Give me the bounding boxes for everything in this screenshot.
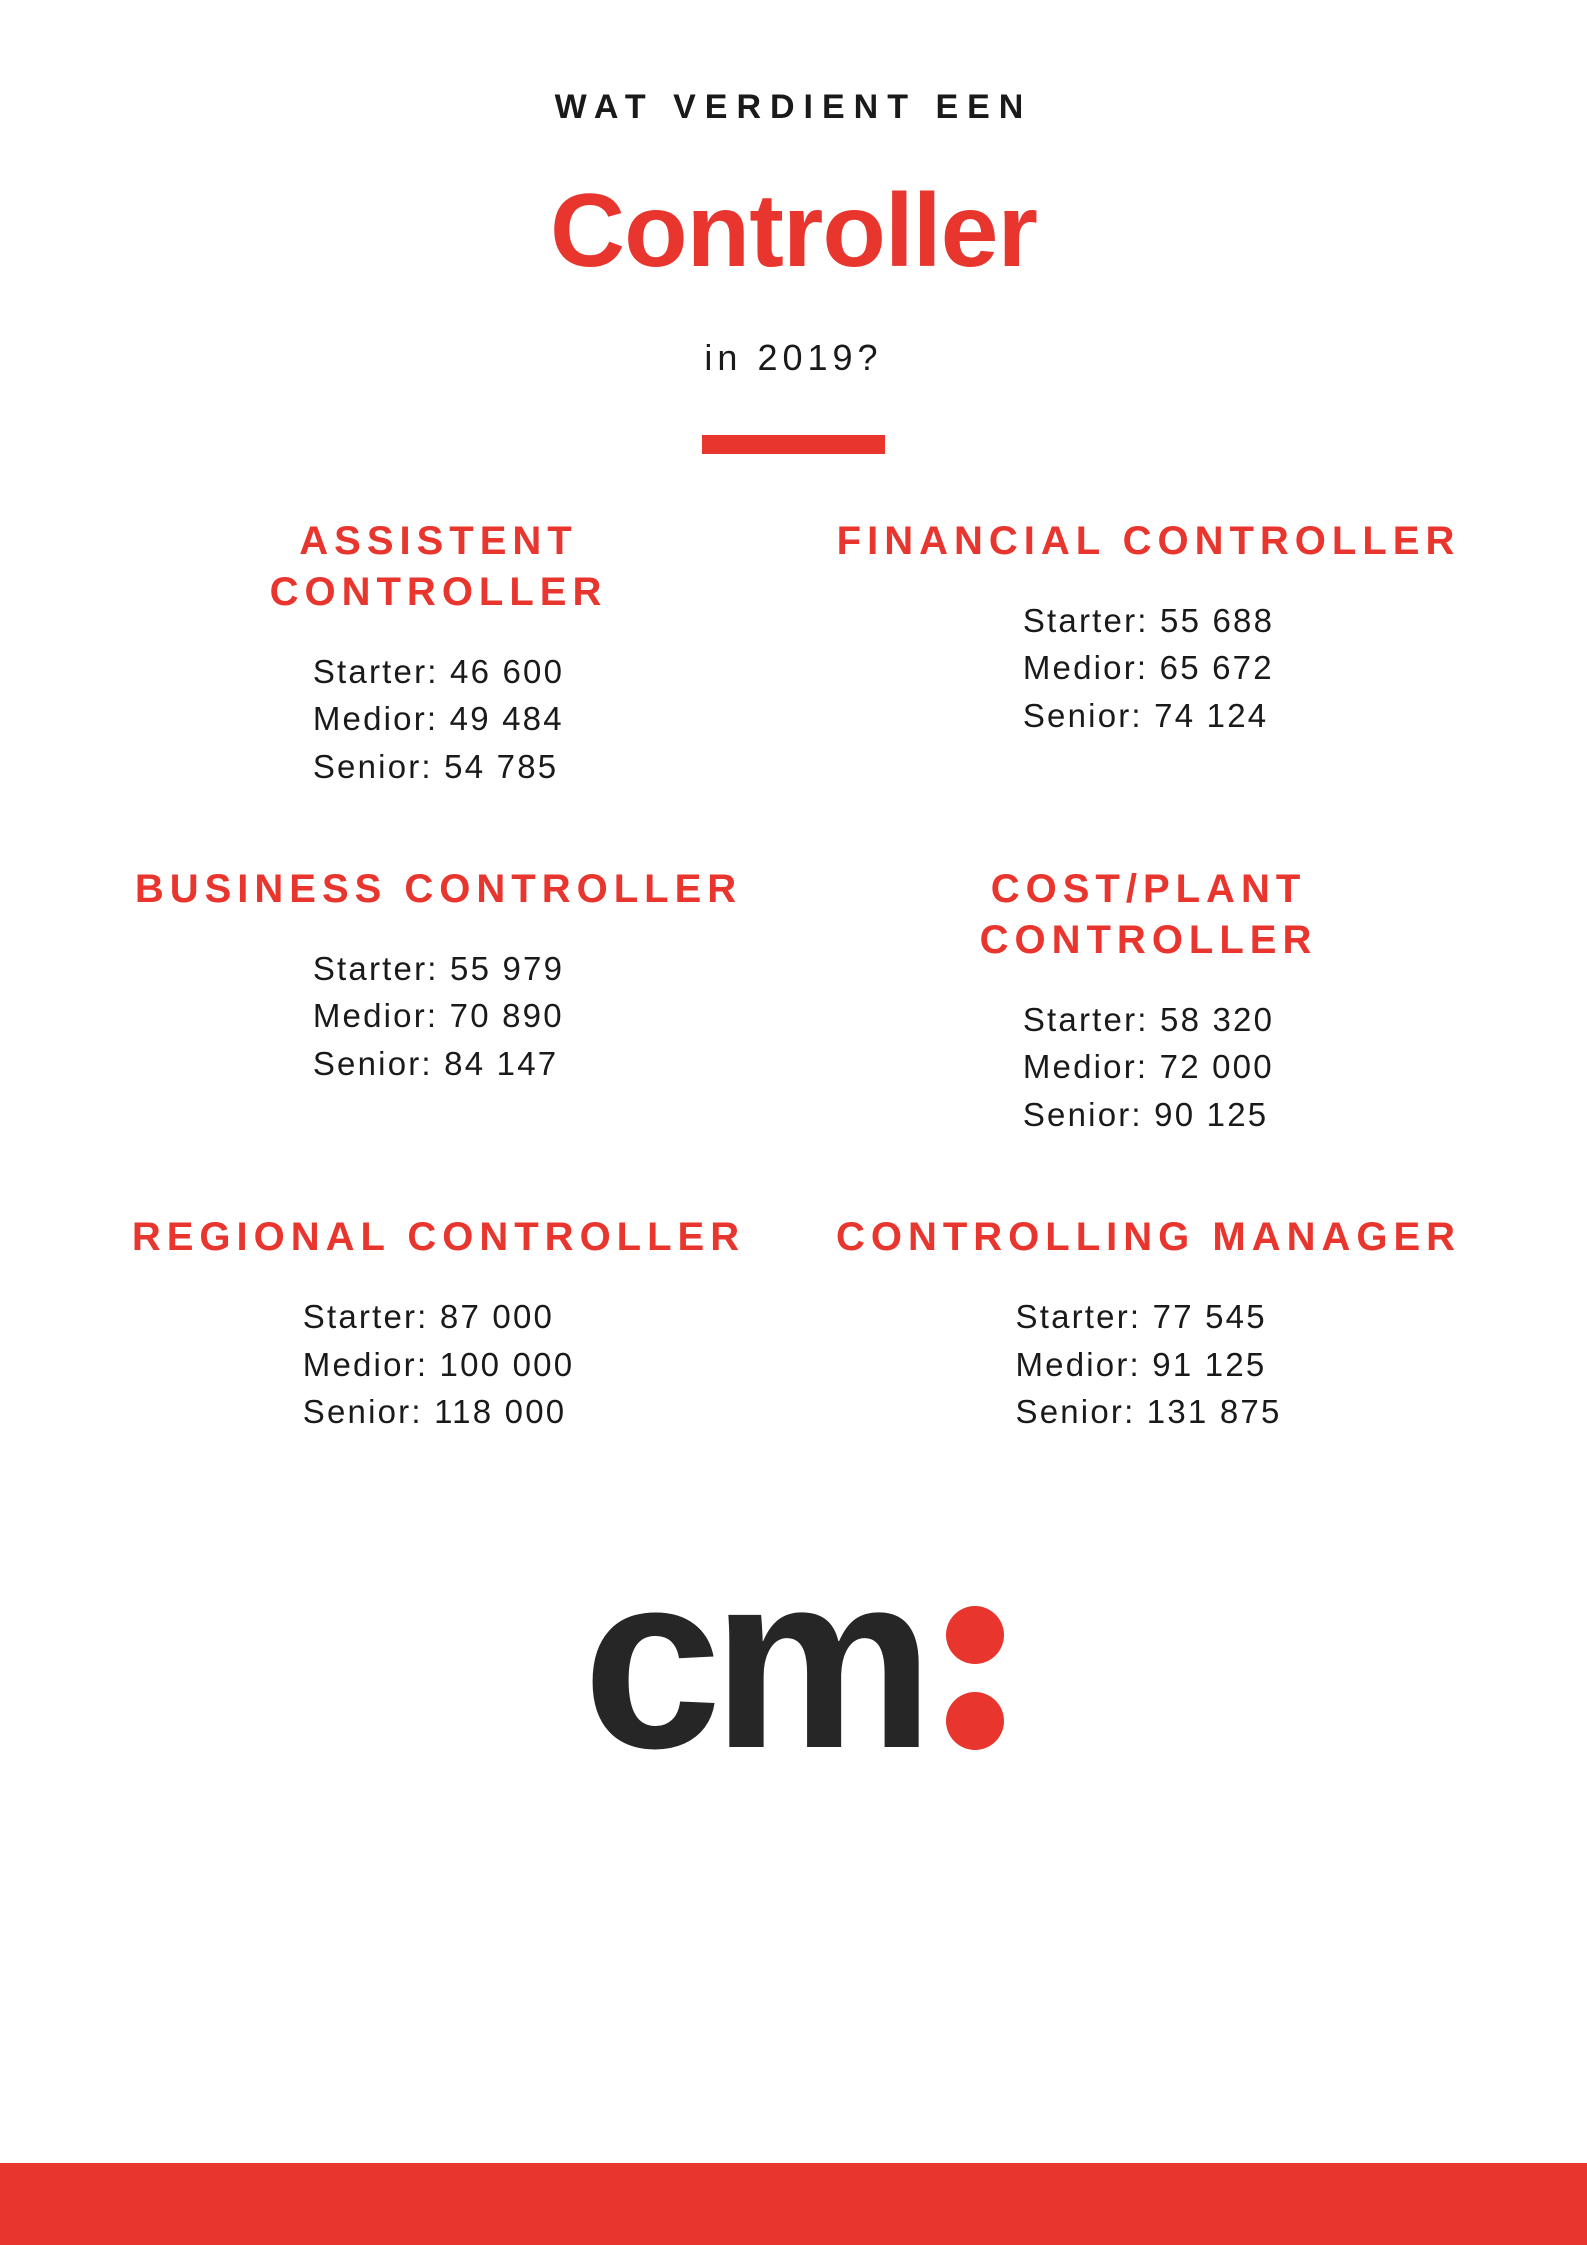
page-title: Controller <box>550 173 1037 289</box>
logo-dot-lower <box>946 1692 1004 1750</box>
logo-area <box>0 1520 1587 1800</box>
salary-senior: Senior: 90 125 <box>1022 1095 1269 1133</box>
salary-list <box>313 945 564 1088</box>
logo-colon-icon <box>946 1606 1004 1758</box>
salary-medior: Medior: 72 000 <box>1022 1048 1274 1086</box>
poster-header <box>0 0 1587 454</box>
salary-senior: Senior: 131 875 <box>1015 1393 1282 1431</box>
role-card-business-controller <box>84 864 794 1138</box>
role-title: CONTROLLING MANAGER <box>835 1215 1462 1260</box>
salary-list <box>1015 1293 1281 1436</box>
logo-dot-upper <box>946 1606 1004 1664</box>
salary-starter: Starter: 55 688 <box>1022 601 1275 639</box>
salary-list <box>1023 996 1274 1139</box>
logo-wordmark: cm <box>582 1520 925 1800</box>
salary-list <box>1023 597 1274 740</box>
salary-senior: Senior: 118 000 <box>302 1393 567 1431</box>
salary-starter: Starter: 55 979 <box>312 949 565 987</box>
role-card-financial-controller <box>794 516 1504 790</box>
eyebrow-text: WAT VERDIENT EEN <box>554 88 1033 126</box>
footer-accent-bar <box>0 2163 1587 2245</box>
accent-divider <box>702 435 885 454</box>
salary-senior: Senior: 74 124 <box>1022 696 1269 734</box>
roles-grid <box>84 516 1504 1436</box>
salary-starter: Starter: 77 545 <box>1015 1298 1267 1336</box>
salary-medior: Medior: 65 672 <box>1022 649 1274 687</box>
salary-medior: Medior: 91 125 <box>1015 1345 1267 1383</box>
role-card-controlling-manager <box>794 1212 1504 1435</box>
role-title: ASSISTENT CONTROLLER <box>269 519 608 614</box>
role-card-regional-controller <box>84 1212 794 1435</box>
role-title: REGIONAL CONTROLLER <box>131 1215 746 1260</box>
salary-medior: Medior: 100 000 <box>302 1345 575 1383</box>
salary-medior: Medior: 49 484 <box>312 700 564 738</box>
role-title: BUSINESS CONTROLLER <box>134 867 743 912</box>
role-card-assistent-controller <box>84 516 794 790</box>
salary-senior: Senior: 84 147 <box>312 1044 559 1082</box>
salary-list <box>313 648 564 791</box>
subtitle-year: in 2019? <box>704 337 883 378</box>
salary-starter: Starter: 58 320 <box>1022 1000 1275 1038</box>
role-title: FINANCIAL CONTROLLER <box>836 519 1461 563</box>
salary-list <box>303 1293 575 1436</box>
salary-senior: Senior: 54 785 <box>312 747 559 785</box>
role-card-cost-plant-controller <box>794 864 1504 1138</box>
cm-logo <box>582 1520 1004 1800</box>
salary-medior: Medior: 70 890 <box>312 997 564 1035</box>
role-title: COST/PLANT CONTROLLER <box>979 867 1318 962</box>
salary-starter: Starter: 87 000 <box>302 1298 555 1336</box>
salary-starter: Starter: 46 600 <box>312 652 565 690</box>
